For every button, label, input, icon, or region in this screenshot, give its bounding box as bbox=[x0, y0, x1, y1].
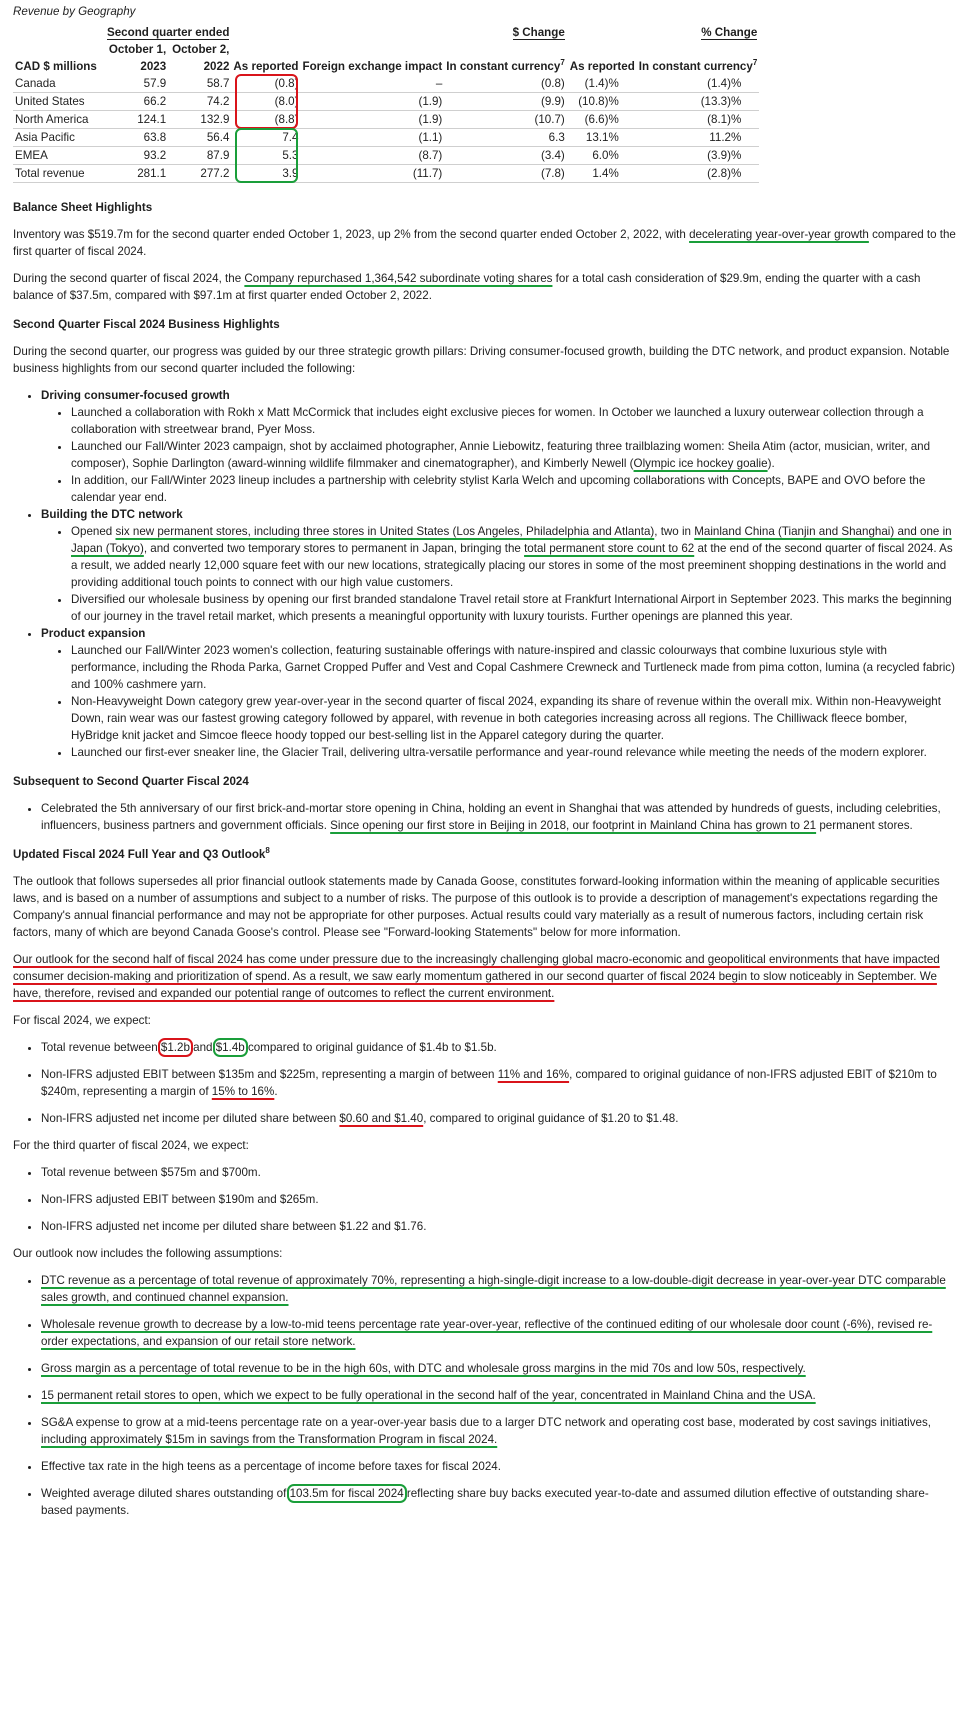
list-item: • Non-IFRS adjusted EBIT between $135m and $225m, representing a margin of between 11% and 16%, compared to original guidance of non-IFRS adjusted EBIT of $210m to $240m, representing a margin of 15% to 16%. bbox=[41, 1066, 958, 1100]
row-label: North America bbox=[13, 111, 105, 129]
cell-pct-cc: (8.1)% bbox=[637, 111, 760, 129]
cell-pct: (1.4)% bbox=[567, 75, 637, 93]
list-item: • Non-IFRS adjusted net income per diluted share between $0.60 and $1.40, compared to original guidance of $1.20 to $1.48. bbox=[41, 1110, 958, 1127]
list-item: • Non-Heavyweight Down category grew year-over-year in the second quarter of fiscal 2024, expanding its share of revenue within the overall mix. Within non-Heavyweight Down, rain wear was our fastest growing category followed by apparel, with revenue in both categories increasing across all regions. The Chilliwack fleece bomber, HyBridge knit jacket and Simcoe fleece hoody topped our best-selling list in the Apparel category during the quarter. bbox=[71, 693, 958, 744]
list-item: • Celebrated the 5th anniversary of our first brick-and-mortar store opening in China, holding an event in Shanghai that was attended by hundreds of guests, including celebrities, influencers, business partners and government officials. Since opening our first store in Beijing in 2018, our footprint in Mainland China has grown to 21 permanent stores. bbox=[41, 800, 958, 834]
group-header-percent-change: % Change bbox=[701, 26, 758, 39]
table-row bbox=[13, 111, 759, 129]
cell-q2-2022: 58.7 bbox=[168, 75, 231, 93]
cell-chg: 5.3 bbox=[231, 147, 300, 165]
cell-pct: 6.0% bbox=[567, 147, 637, 165]
subsequent-heading: Subsequent to Second Quarter Fiscal 2024 bbox=[13, 775, 249, 788]
cell-q2-2022: 56.4 bbox=[168, 129, 231, 147]
cell-chg: (8.8) bbox=[231, 111, 300, 129]
row-label: Asia Pacific bbox=[13, 129, 105, 147]
cell-pct-cc: (3.9)% bbox=[637, 147, 760, 165]
list-item: • Effective tax rate in the high teens as a percentage of income before taxes for fiscal 2024. bbox=[41, 1458, 958, 1475]
cell-pct: 13.1% bbox=[567, 129, 637, 147]
cell-q2-2023: 93.2 bbox=[105, 147, 168, 165]
cell-fx: (1.1) bbox=[300, 129, 444, 147]
boxed-green: $1.4b bbox=[215, 1041, 245, 1054]
q3-list bbox=[13, 1164, 958, 1235]
list-item: • Opened six new permanent stores, including three stores in United States (Los Angeles, Philadelphia and Atlanta), two in Mainland China (Tianjin and Shanghai) and one in Japan (Tokyo), and converted two temporary stores to permanent in Japan, bringing the total permanent store count to 62 at the end of the second quarter of fiscal 2024. As a result, we added nearly 12,000 square feet with our new locations, strategically placing our stores in some of the most preeminent shopping destinations in the world and providing additional touch points to connect with our high value customers. bbox=[71, 523, 958, 591]
row-label: Total revenue bbox=[13, 165, 105, 183]
revenue-by-geography-table bbox=[13, 24, 759, 183]
list-item: • Driving consumer-focused growth • Launched a collaboration with Rokh x Matt McCormick that includes eight exclusive pieces for women. In October we launched a luxury outerwear collection through a collaboration with streetwear brand, Pyer Moss. • Launched our Fall/Winter 2023 campaign, shot by acclaimed photographer, Annie Liebowitz, featuring three trailblazing women: Sheila Atim (actor, musician, writer, and composer), Sophie Darlington (award-winning wildlife filmmaker and cinematographer), and Kimberly Newell (Olympic ice hockey goalie). • In addition, our Fall/Winter 2023 lineup includes a partnership with celebrity stylist Karla Welch and upcoming collaborations with Concepts, BAPE and OVO before the calendar year end. bbox=[41, 387, 958, 506]
cell-chg: 3.9 bbox=[231, 165, 300, 183]
table-column-header-row bbox=[13, 58, 759, 75]
cell-q2-2023: 63.8 bbox=[105, 129, 168, 147]
list-item: • In addition, our Fall/Winter 2023 lineup includes a partnership with celebrity stylist Karla Welch and upcoming collaborations with Concepts, BAPE and OVO before the calendar year end. bbox=[71, 472, 958, 506]
cell-q2-2023: 281.1 bbox=[105, 165, 168, 183]
cell-pct-cc: 11.2% bbox=[637, 129, 760, 147]
assumptions-list bbox=[13, 1272, 958, 1519]
cell-q2-2023: 66.2 bbox=[105, 93, 168, 111]
cell-cc: (0.8) bbox=[444, 75, 567, 93]
outlook-paragraph-2: Our outlook for the second half of fiscal 2024 has come under pressure due to the increasingly challenging global macro-economic and geopolitical environments that have impacted consumer decision-making and prioritization of spend. As a result, we saw early momentum gathered in our second quarter of fiscal 2024 begin to slow noticeably in September. We have, therefore, revised and expanded our potential range of outcomes to reflect the current environment. bbox=[13, 953, 940, 1000]
col-header-constant-currency: In constant currency$^7$ bbox=[446, 58, 565, 73]
cell-pct-cc: (13.3)% bbox=[637, 93, 760, 111]
cell-fx: (8.7) bbox=[300, 147, 444, 165]
list-item: • Non-IFRS adjusted net income per diluted share between $1.22 and $1.76. bbox=[41, 1218, 958, 1235]
highlight-green: decelerating year-over-year growth bbox=[689, 228, 869, 241]
cell-chg: (0.8) bbox=[231, 75, 300, 93]
list-item: • Launched our first-ever sneaker line, the Glacier Trail, delivering ultra-versatile performance and year-round relevance while meeting the needs of the modern explorer. bbox=[71, 744, 958, 761]
list-item: • Total revenue between $1.2b and $1.4b compared to original guidance of $1.4b to $1.5b. bbox=[41, 1039, 958, 1056]
col-header-pct-constant-currency: In constant currency$^7$ bbox=[638, 58, 758, 73]
document bbox=[13, 0, 958, 1519]
col-header-2022: 2022 bbox=[203, 60, 230, 73]
fiscal-year-intro: For fiscal 2024, we expect: bbox=[13, 1014, 151, 1027]
group-header-quarter: Second quarter ended bbox=[107, 26, 230, 39]
cell-q2-2022: 132.9 bbox=[168, 111, 231, 129]
cell-cc: (10.7) bbox=[444, 111, 567, 129]
cell-chg: 7.4 bbox=[231, 129, 300, 147]
row-label: United States bbox=[13, 93, 105, 111]
cell-fx: – bbox=[300, 75, 444, 93]
list-item: • SG&A expense to grow at a mid-teens percentage rate on a year-over-year basis due to a larger DTC network and operating cost base, moderated by cost savings initiatives, including approximately $15m in savings from the Transformation Program in fiscal 2024. bbox=[41, 1414, 958, 1448]
row-label: EMEA bbox=[13, 147, 105, 165]
outlook-heading: Updated Fiscal 2024 Full Year and Q3 Outlook$^8$ bbox=[13, 846, 270, 861]
cell-pct-cc: (2.8)% bbox=[637, 165, 760, 183]
list-item: • Wholesale revenue growth to decrease by a low-to-mid teens percentage rate year-over-year, reflective of the continued editing of our wholesale door count (-6%), revised re-order expectations, and expansion of our retail store network. bbox=[41, 1316, 958, 1350]
outlook-paragraph-1: The outlook that follows supersedes all prior financial outlook statements made by Canada Goose, constitutes forward-looking information within the meaning of applicable securities laws, and is based on a number of assumptions and subject to a number of risks. The purpose of this outlook is to provide a description of management's expectations regarding the Company's annual financial performance and may not be appropriate for other purposes. Actual results could vary materially as a result of numerous factors, including certain risk factors, many of which are beyond Canada Goose's control. Please see "Forward-looking Statements" below for more information. bbox=[13, 875, 940, 939]
table-caption: Revenue by Geography bbox=[13, 5, 136, 18]
list-item: • Non-IFRS adjusted EBIT between $190m and $265m. bbox=[41, 1191, 958, 1208]
q3-intro: For the third quarter of fiscal 2024, we expect: bbox=[13, 1139, 249, 1152]
balance-heading: Balance Sheet Highlights bbox=[13, 201, 153, 214]
list-item: • Product expansion • Launched our Fall/Winter 2023 women's collection, featuring sustainable offerings with nature-inspired and classic colourways that combine luxurious style with performance, including the Rhoda Parka, Garnet Cropped Puffer and Vest and Copal Cashmere Crewneck and Turtleneck made from pima cotton, lumina (a recycled fabric) and 100% cashmere yarn. • Non-Heavyweight Down category grew year-over-year in the second quarter of fiscal 2024, expanding its share of revenue within the overall mix. Within non-Heavyweight Down, rain wear was our fastest growing category followed by apparel, with revenue in both categories increasing across all regions. The Chilliwack fleece bomber, HyBridge knit jacket and Simcoe fleece hoody topped our best-selling list in the Apparel category during the quarter. • Launched our first-ever sneaker line, the Glacier Trail, delivering ultra-versatile performance and year-round relevance while meeting the needs of the modern explorer. bbox=[41, 625, 958, 761]
cell-chg: (8.0) bbox=[231, 93, 300, 111]
col-header-as-reported: As reported bbox=[233, 60, 299, 73]
business-highlights-list bbox=[13, 387, 958, 761]
table-row bbox=[13, 147, 759, 165]
unit-header: CAD $ millions bbox=[15, 60, 97, 73]
subsequent-list bbox=[13, 800, 958, 834]
cell-cc: (3.4) bbox=[444, 147, 567, 165]
list-item: • Total revenue between $575m and $700m. bbox=[41, 1164, 958, 1181]
cell-cc: (9.9) bbox=[444, 93, 567, 111]
cell-pct: (10.8)% bbox=[567, 93, 637, 111]
cell-q2-2022: 87.9 bbox=[168, 147, 231, 165]
list-item: • Building the DTC network • Opened six new permanent stores, including three stores in United States (Los Angeles, Philadelphia and Atlanta), two in Mainland China (Tianjin and Shanghai) and one in Japan (Tokyo), and converted two temporary stores to permanent in Japan, bringing the total permanent store count to 62 at the end of the second quarter of fiscal 2024. As a result, we added nearly 12,000 square feet with our new locations, strategically placing our stores in some of the most preeminent shopping destinations in the world and providing additional touch points to connect with our high value customers. • Diversified our wholesale business by opening our first branded standalone Travel retail store at Frankfurt International Airport in September 2023. This marks the beginning of our journey in the travel retail market, which presents a meaningful opportunity with luxury tourists. Further openings are planned this year. bbox=[41, 506, 958, 625]
table-body bbox=[13, 75, 759, 183]
table-group-header-row bbox=[13, 24, 759, 41]
business-heading: Second Quarter Fiscal 2024 Business Highlights bbox=[13, 318, 280, 331]
cell-pct: 1.4% bbox=[567, 165, 637, 183]
list-item: • Weighted average diluted shares outstanding of 103.5m for fiscal 2024 reflecting share buy backs executed year-to-date and assumed dilution effective of outstanding share-based payments. bbox=[41, 1485, 958, 1519]
business-intro: During the second quarter, our progress was guided by our three strategic growth pillars: Driving consumer-focused growth, building the DTC network, and product expansion. Notable business highlights from our second quarter included the following: bbox=[13, 345, 950, 375]
cell-q2-2023: 124.1 bbox=[105, 111, 168, 129]
cell-fx: (1.9) bbox=[300, 93, 444, 111]
fiscal-year-list bbox=[13, 1039, 958, 1127]
group-header-dollar-change: $ Change bbox=[512, 26, 565, 39]
table-row bbox=[13, 165, 759, 183]
col-header-oct2: October 2, bbox=[172, 43, 230, 56]
cell-fx: (1.9) bbox=[300, 111, 444, 129]
cell-pct-cc: (1.4)% bbox=[637, 75, 760, 93]
table-year-header-row bbox=[13, 41, 759, 58]
table-row bbox=[13, 129, 759, 147]
col-header-fx-impact: Foreign exchange impact bbox=[302, 60, 443, 73]
cell-q2-2023: 57.9 bbox=[105, 75, 168, 93]
highlight-green: Company repurchased 1,364,542 subordinate voting shares bbox=[244, 272, 553, 285]
cell-q2-2022: 74.2 bbox=[168, 93, 231, 111]
cell-pct: (6.6)% bbox=[567, 111, 637, 129]
list-item: • Launched our Fall/Winter 2023 campaign, shot by acclaimed photographer, Annie Liebowitz, featuring three trailblazing women: Sheila Atim (actor, musician, writer, and composer), Sophie Darlington (award-winning wildlife filmmaker and cinematographer), and Kimberly Newell (Olympic ice hockey goalie). bbox=[71, 438, 958, 472]
table-row bbox=[13, 75, 759, 93]
green-annotation-box bbox=[235, 128, 298, 183]
balance-paragraph-2: During the second quarter of fiscal 2024, the Company repurchased 1,364,542 subordinate voting shares for a total cash consideration of $29.9m, ending the quarter with a cash balance of $37.5m, compared with $97.1m at first quarter ended October 2, 2022. bbox=[13, 272, 921, 302]
cell-cc: 6.3 bbox=[444, 129, 567, 147]
table-row bbox=[13, 93, 759, 111]
list-item: • Launched a collaboration with Rokh x Matt McCormick that includes eight exclusive pieces for women. In October we launched a luxury outerwear collection through a collaboration with streetwear brand, Pyer Moss. bbox=[71, 404, 958, 438]
boxed-red: $1.2b bbox=[160, 1041, 190, 1054]
boxed-green: 103.5m for fiscal 2024 bbox=[289, 1487, 404, 1500]
list-item: • 15 permanent retail stores to open, which we expect to be fully operational in the second half of the year, concentrated in Mainland China and the USA. bbox=[41, 1387, 958, 1404]
balance-paragraph-1: Inventory was $519.7m for the second quarter ended October 1, 2023, up 2% from the second quarter ended October 2, 2022, with decelerating year-over-year growth compared to the first quarter of fiscal 2024. bbox=[13, 228, 956, 258]
cell-q2-2022: 277.2 bbox=[168, 165, 231, 183]
assumptions-intro: Our outlook now includes the following assumptions: bbox=[13, 1247, 283, 1260]
cell-cc: (7.8) bbox=[444, 165, 567, 183]
list-item: • Diversified our wholesale business by opening our first branded standalone Travel retail store at Frankfurt International Airport in September 2023. This marks the beginning of our journey in the travel retail market, which presents a meaningful opportunity with luxury tourists. Further openings are planned this year. bbox=[71, 591, 958, 625]
red-annotation-box bbox=[235, 74, 298, 129]
col-header-2023: 2023 bbox=[140, 60, 167, 73]
list-item: • DTC revenue as a percentage of total revenue of approximately 70%, representing a high-single-digit increase to a low-double-digit decrease in year-over-year DTC comparable sales growth, and continued channel expansion. bbox=[41, 1272, 958, 1306]
col-header-oct1: October 1, bbox=[108, 43, 167, 56]
list-item: • Launched our Fall/Winter 2023 women's collection, featuring sustainable offerings with nature-inspired and classic colourways that combine luxurious style with performance, including the Rhoda Parka, Garnet Cropped Puffer and Vest and Copal Cashmere Crewneck and Turtleneck made from pima cotton, lumina (a recycled fabric) and 100% cashmere yarn. bbox=[71, 642, 958, 693]
cell-fx: (11.7) bbox=[300, 165, 444, 183]
row-label: Canada bbox=[13, 75, 105, 93]
list-item: • Gross margin as a percentage of total revenue to be in the high 60s, with DTC and wholesale gross margins in the mid 70s and low 50s, respectively. bbox=[41, 1360, 958, 1377]
col-header-pct-as-reported: As reported bbox=[569, 60, 635, 73]
